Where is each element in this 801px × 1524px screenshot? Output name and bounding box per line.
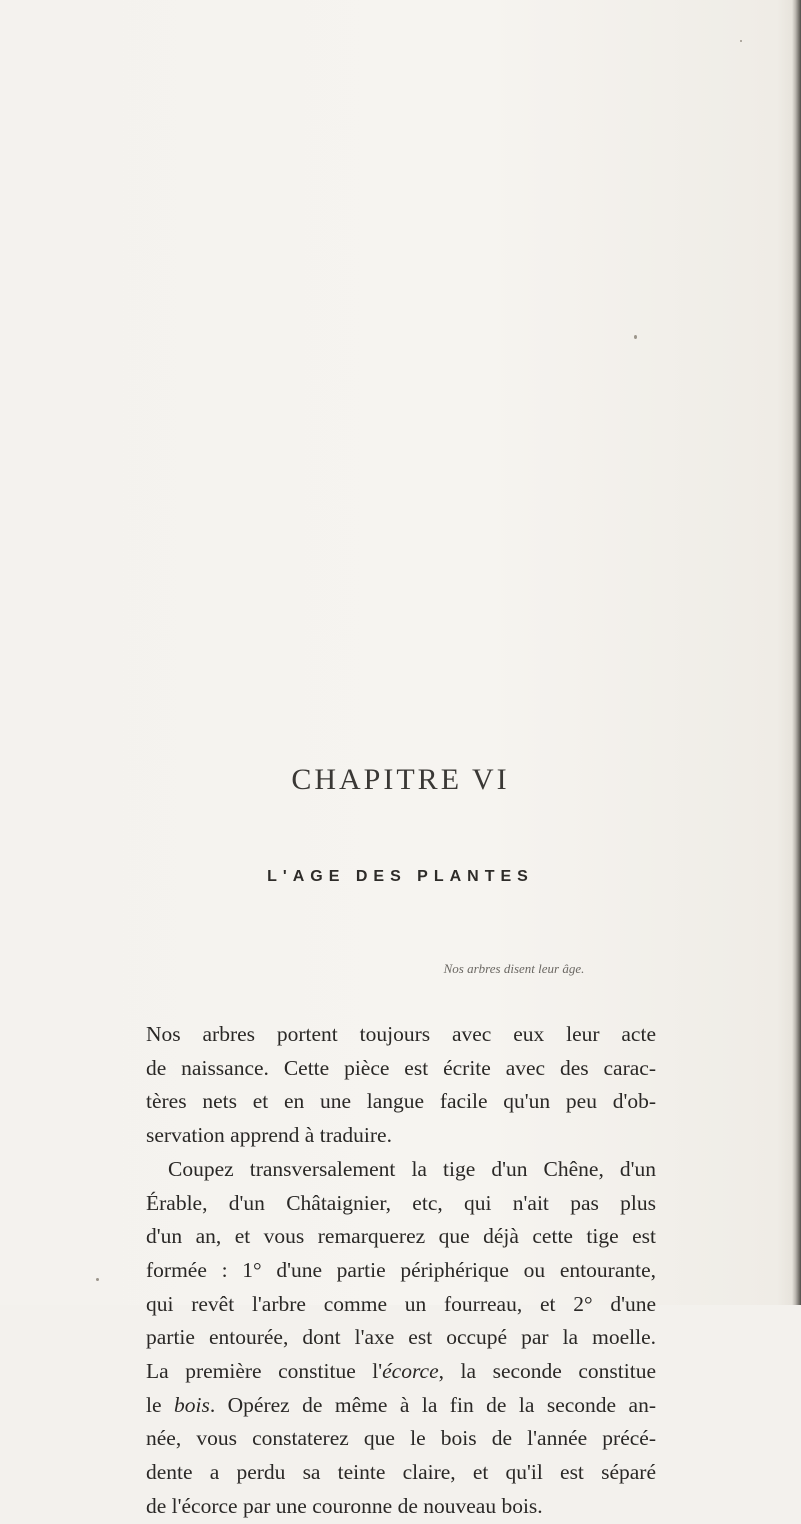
text-line: servation apprend à traduire.: [146, 1123, 392, 1148]
body-text: [146, 1018, 656, 1524]
text-line: Nos arbres portent toujours avec eux leur acte: [146, 1022, 656, 1046]
text-line: dente a perdu sa teinte claire, et qu'il est séparé: [146, 1460, 656, 1485]
chapter-title: L'AGE DES PLANTES: [267, 868, 534, 885]
text-line: le bois. Opérez de même à la fin de la seconde an-: [146, 1392, 656, 1417]
paper-speck: [740, 40, 742, 42]
emphasized-term: bois: [173, 1392, 210, 1417]
chapter-heading: CHAPITRE VI: [291, 763, 510, 796]
page-spine-shadow: [792, 0, 801, 1305]
text-line: d'un an, et vous remarquerez que déjà cette tige est: [146, 1224, 656, 1249]
epigraph: Nos arbres disent leur âge.: [443, 961, 585, 976]
text-line: formée : 1° d'une partie périphérique ou entourante,: [146, 1257, 656, 1282]
text-line: née, vous constaterez que le bois de l'année précé-: [146, 1426, 656, 1451]
text-line: Érable, d'un Châtaignier, etc, qui n'ait pas plus: [146, 1190, 656, 1215]
text-line: qui revêt l'arbre comme un fourreau, et 2° d'une: [146, 1291, 656, 1316]
text-line: Coupez transversalement la tige d'un Chêne, d'un: [168, 1156, 656, 1181]
text-line: de l'écorce par une couronne de nouveau bois.: [146, 1493, 543, 1518]
text-line: de naissance. Cette pièce est écrite avec des carac-: [146, 1055, 656, 1080]
emphasized-term: écorce: [382, 1359, 439, 1384]
text-line: La première constitue l'écorce, la seconde constitue: [146, 1359, 656, 1384]
text-line: partie entourée, dont l'axe est occupé par la moelle.: [146, 1325, 656, 1350]
paper-speck: [634, 335, 637, 339]
text-line: tères nets et en une langue facile qu'un peu d'ob-: [146, 1089, 656, 1114]
paper-speck: [96, 1278, 99, 1281]
